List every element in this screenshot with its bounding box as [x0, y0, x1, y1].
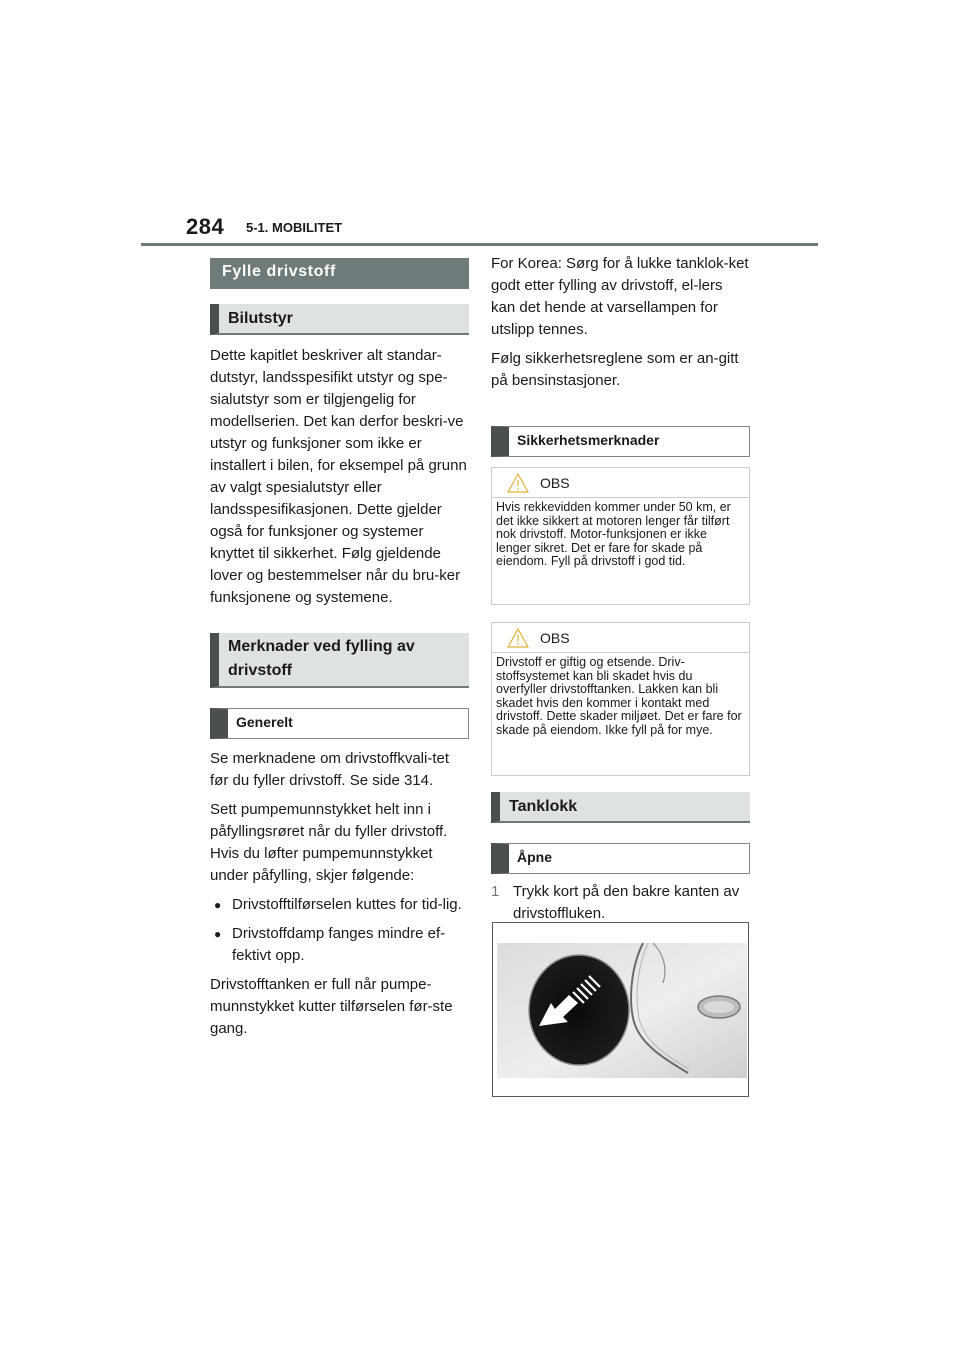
subheading-bilutstyr: Bilutstyr [210, 304, 469, 335]
warning-triangle-icon [507, 628, 529, 648]
warning-label: OBS [540, 630, 570, 646]
warning-text: Drivstoff er giftig og etsende. Driv-stoffsystemet kan bli skadet hvis du overfyller drivstofftanken. Lakken kan bli skadet hvis den kommer i kontakt med drivstoff. Dette skader miljøet. Det er fare for skade på eiendom. Ikke fyll på for mye. [496, 655, 742, 737]
section-title-fylle-drivstoff: Fylle drivstoff [210, 258, 469, 289]
warning-text: Hvis rekkevidden kommer under 50 km, er det ikke sikkert at motoren lenger får tilført nok drivstoff. Motor-funksjonen er ikke lenger sikret. Det er fare for skade på eiendom. Fyll på drivstoff i god tid. [496, 500, 731, 568]
bullet-dot-icon: ● [214, 927, 222, 941]
warning-triangle-icon [507, 473, 529, 493]
bullet-item [210, 894, 469, 916]
step-number: 1 [491, 883, 500, 900]
bullet-text: Drivstofftilførselen kuttes for tid-lig. [232, 896, 462, 913]
subheading-sikkerhetsmerknader: Sikkerhetsmerknader [491, 426, 750, 457]
warning-header [492, 468, 749, 498]
bilutstyr-text: Dette kapitlet beskriver alt standar-dutstyr, landsspesifikt utstyr og spe-sialutstyr som er tilgjengelig for modellserien. Det kan derfor beskri-ve utstyr og funksjoner som ikke er installert i bilen, for eksempel på grunn av valgt spesialutstyr eller landsspesifikasjonen. Dette gjelder også for funksjoner og systemer knyttet til sikkerhet. Følg gjeldende lover og bestemmelser når du bru-ker funksjonene og systemene. [210, 347, 467, 606]
safety-rules-paragraph: Følg sikkerhetsreglene som er an-gitt på bensinstasjoner. [491, 350, 739, 389]
chapter-title: 5-1. MOBILITET [246, 220, 343, 235]
step-text: Trykk kort på den bakre kanten av drivstoffluken. [513, 883, 740, 922]
generelt-para-3: Drivstofftanken er full når pumpe-munnstykket kutter tilførselen før-ste gang. [210, 976, 453, 1037]
right-column [491, 255, 750, 925]
subheading-apne: Åpne [491, 843, 750, 874]
subheading-tanklokk: Tanklokk [491, 792, 750, 823]
generelt-para-1: Se merknadene om drivstoffkvali-tet før du fyller drivstoff. Se side 314. [210, 750, 449, 789]
header-rule [141, 243, 818, 246]
left-column [210, 258, 469, 1040]
step-item [491, 881, 750, 925]
generelt-para-2: Sett pumpemunnstykket helt inn i påfyllingsrøret når du fyller drivstoff. Hvis du løfter pumpemunnstykket under påfylling, skjer følgende: [210, 801, 448, 884]
bullet-text: Drivstoffdamp fanges mindre ef-fektivt opp. [232, 925, 446, 964]
korea-paragraph: For Korea: Sørg for å lukke tanklok-ket godt etter fylling av drivstoff, el-lers kan det hende at varsellampen for utslipp tennes. [491, 255, 749, 338]
bullet-dot-icon: ● [214, 898, 222, 912]
fuel-flap-image [493, 923, 748, 1096]
warning-header [492, 623, 749, 653]
subheading-merknader: Merknader ved fylling av drivstoff [210, 633, 469, 688]
warning-box [491, 467, 750, 605]
warning-box [491, 622, 750, 776]
warning-label: OBS [540, 475, 570, 491]
page-number: 284 [186, 214, 225, 239]
subheading-generelt: Generelt [210, 708, 469, 739]
bullet-item [210, 923, 469, 967]
fuel-flap-illustration [492, 922, 749, 1097]
